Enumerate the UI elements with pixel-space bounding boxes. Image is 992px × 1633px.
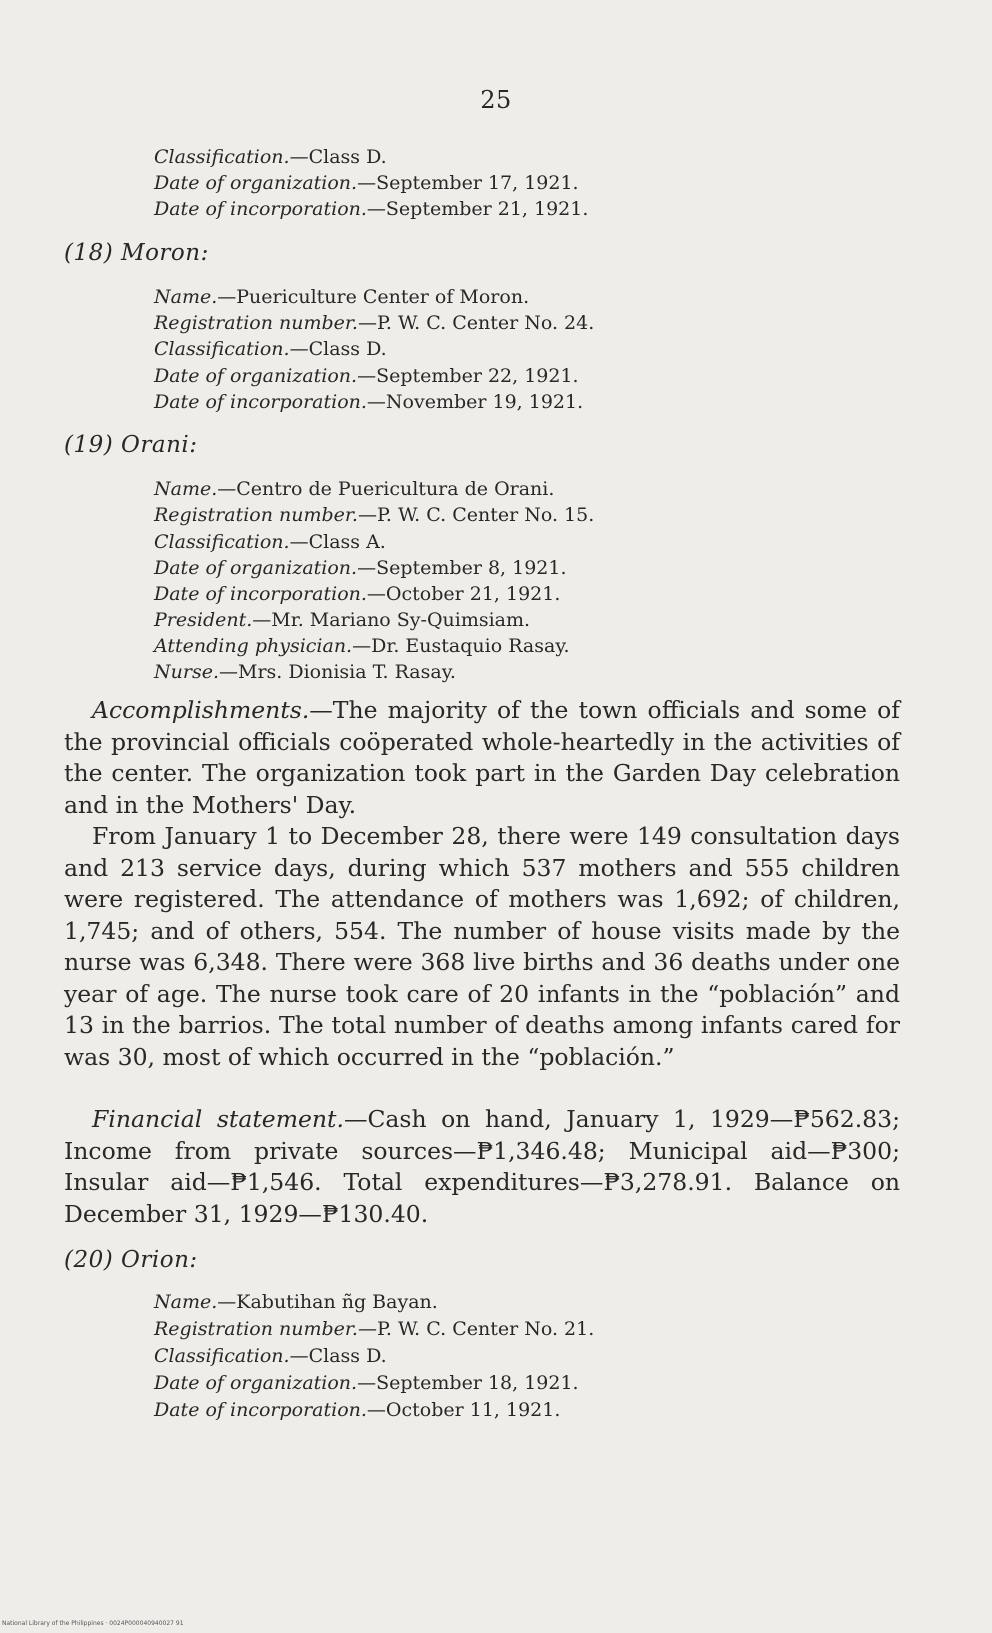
entry-line: Date of organization.—September 17, 1921. xyxy=(154,172,579,194)
entry-line: Attending physician.—Dr. Eustaquio Rasay. xyxy=(154,635,570,657)
entry-line: Date of organization.—September 8, 1921. xyxy=(154,557,567,579)
section-heading-orion: (20) Orion: xyxy=(64,1247,198,1273)
entry-line: Date of incorporation.—September 21, 1921. xyxy=(154,198,589,220)
accomplishments-paragraph: Accomplishments.—The majority of the town officials and some of the provincial officials coöperated whole-heartedly in the activities of the center. The organization took part in the Garden Day celebration and in the Mothers' Day. xyxy=(64,696,900,819)
entry-line: Date of incorporation.—November 19, 1921. xyxy=(154,391,584,413)
entry-line: Registration number.—P. W. C. Center No. 24. xyxy=(154,312,595,334)
section-heading-moron: (18) Moron: xyxy=(64,240,209,266)
entry-line: Name.—Centro de Puericultura de Orani. xyxy=(154,478,555,500)
entry-line: Classification.—Class D. xyxy=(154,1345,387,1367)
entry-line: President.—Mr. Mariano Sy-Quimsiam. xyxy=(154,609,531,631)
entry-line: Nurse.—Mrs. Dionisia T. Rasay. xyxy=(154,661,456,683)
entry-line: Date of organization.—September 18, 1921. xyxy=(154,1372,579,1394)
entry-line: Registration number.—P. W. C. Center No. 21. xyxy=(154,1318,595,1340)
section-heading-orani: (19) Orani: xyxy=(64,432,198,458)
entry-line: Date of incorporation.—October 21, 1921. xyxy=(154,583,561,605)
page-number: 25 xyxy=(480,86,512,114)
entry-line: Classification.—Class D. xyxy=(154,146,387,168)
entry-line: Date of incorporation.—October 11, 1921. xyxy=(154,1399,561,1421)
entry-line: Classification.—Class D. xyxy=(154,338,387,360)
financial-statement-paragraph: Financial statement.—Cash on hand, January 1, 1929—₱562.83; Income from private sources—₱1,346.48; Municipal aid—₱300; Insular aid—₱1,546. Total expenditures—₱3,278.91. Balance on December 31, 1929—₱130.40. xyxy=(64,1105,900,1228)
entry-line: Name.—Kabutihan ñg Bayan. xyxy=(154,1291,438,1313)
entry-line: Name.—Puericulture Center of Moron. xyxy=(154,286,530,308)
entry-line: Date of organization.—September 22, 1921. xyxy=(154,365,579,387)
entry-line: Classification.—Class A. xyxy=(154,531,386,553)
scan-footer: National Library of the Philippines · 0024P000040940027 91 xyxy=(2,1620,184,1627)
entry-line: Registration number.—P. W. C. Center No. 15. xyxy=(154,504,595,526)
statistics-paragraph: From January 1 to December 28, there were 149 consultation days and 213 service days, during which 537 mothers and 555 children were registered. The attendance of mothers was 1,692; of children, 1,745; and of others, 554. The number of house visits made by the nurse was 6,348. There were 368 live births and 36 deaths under one year of age. The nurse took care of 20 infants in the “población” and 13 in the barrios. The total number of deaths among infants cared for was 30, most of which occurred in the “población.” xyxy=(64,822,900,1071)
